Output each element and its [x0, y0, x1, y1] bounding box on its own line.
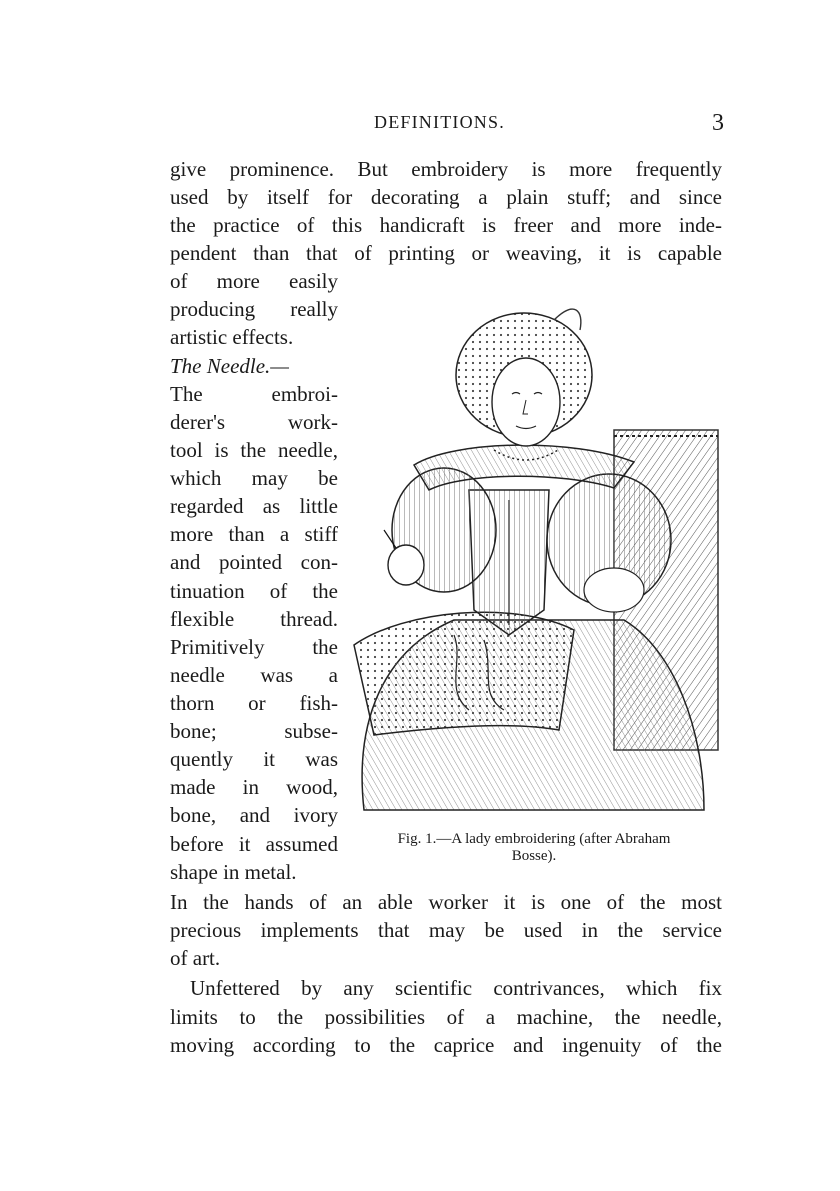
figure-caption: [346, 831, 722, 865]
body-line: more than a stiff: [170, 522, 338, 546]
head: [456, 309, 592, 446]
body-line: of art.: [170, 946, 221, 970]
embroidery-cloth: [354, 612, 574, 735]
body-line: thorn or fish-: [170, 691, 338, 715]
body-line: derer's work-: [170, 410, 338, 434]
body-line: bone; subse-: [170, 719, 338, 743]
body-line: producing really: [170, 297, 338, 321]
engraving-illustration: [344, 290, 722, 822]
lace-collar: [414, 445, 634, 490]
body-line: give prominence. But embroidery is more frequently: [170, 157, 722, 181]
body-line: quently it was: [170, 747, 338, 771]
body-line: Primitively the: [170, 635, 338, 659]
body-line: moving according to the caprice and ingenuity of the: [170, 1033, 722, 1057]
body-line: tinuation of the: [170, 579, 338, 603]
body-line: which may be: [170, 466, 338, 490]
page-header: [0, 112, 840, 142]
body-line: regarded as little: [170, 494, 338, 518]
body-line: made in wood,: [170, 775, 338, 799]
body-line: before it assumed: [170, 832, 338, 856]
body-line: shape in metal.: [170, 860, 297, 884]
body-line: The embroi-: [170, 382, 338, 406]
body-line: precious implements that may be used in the service: [170, 918, 722, 942]
body-line: flexible thread.: [170, 607, 338, 631]
body-line: bone, and ivory: [170, 803, 338, 827]
body-line: used by itself for decorating a plain stuff; and since: [170, 185, 722, 209]
body-line: pendent than that of printing or weaving, it is capable: [170, 241, 722, 265]
body-line: the practice of this handicraft is freer and more inde-: [170, 213, 722, 237]
body-line: needle was a: [170, 663, 338, 687]
body-line: and pointed con-: [170, 550, 338, 574]
body-line: In the hands of an able worker it is one of the most: [170, 890, 722, 914]
figure-lady-embroidering: [344, 290, 722, 822]
body-line: limits to the possibilities of a machine, the needle,: [170, 1005, 722, 1029]
body-line: of more easily: [170, 269, 338, 293]
section-heading-needle: The Needle.—: [170, 354, 289, 378]
running-head: DEFINITIONS.: [374, 112, 505, 132]
caption-line: Fig. 1.—A lady embroidering (after Abraham: [397, 831, 671, 847]
body-line: tool is the needle,: [170, 438, 338, 462]
body-line: artistic effects.: [170, 325, 294, 349]
body-line: Unfettered by any scientific contrivances, which fix: [190, 976, 722, 1000]
page-number: 3: [712, 110, 724, 136]
caption-line: Bosse).: [511, 848, 557, 864]
